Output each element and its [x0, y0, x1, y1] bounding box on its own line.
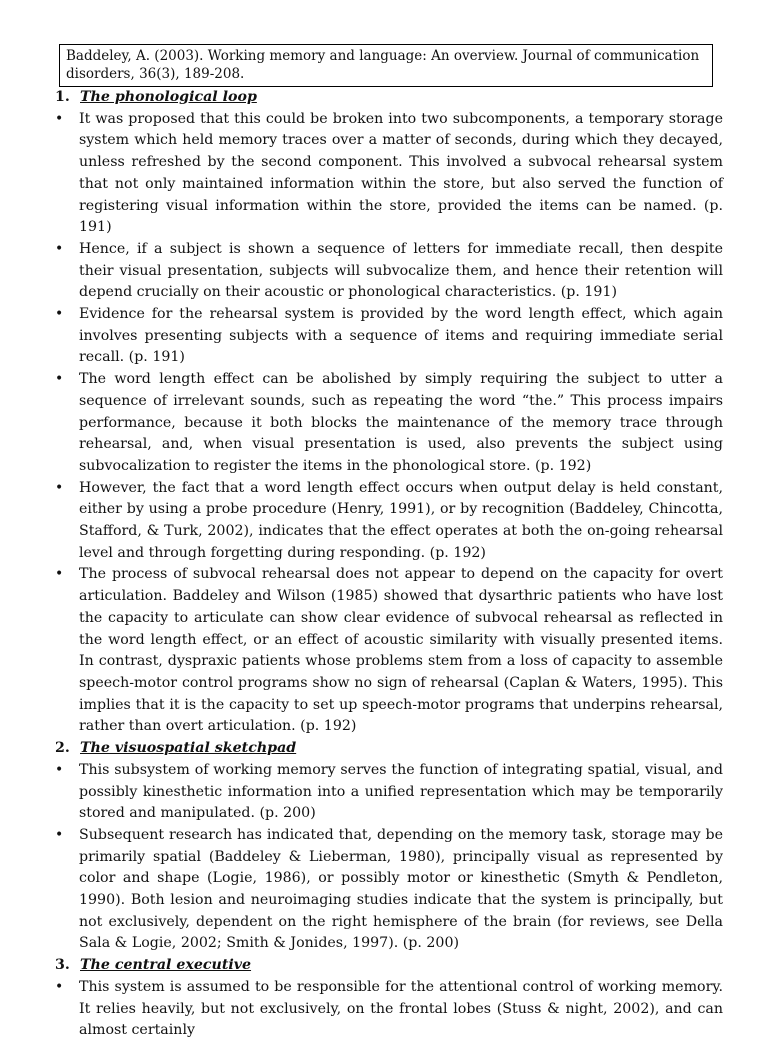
citation-box: Baddeley, A. (2003). Working memory and language: An overview. Journal of communication disorders, 36(3), 189-208. [59, 44, 713, 87]
section-heading-phonological-loop [55, 87, 723, 109]
bullet-item: • However, the fact that a word length effect occurs when output delay is held constant, either by using a probe procedure (Henry, 1991), or by recognition (Baddeley, Chincotta, Stafford, & Turk, 2002), indicates that the effect operates at both the on-going rehearsal level and through forgetting during responding. (p. 192) [55, 478, 723, 565]
bullet-item: • Hence, if a subject is shown a sequence of letters for immediate recall, then despite their visual presentation, subjects will subvocalize them, and hence their retention will depend crucially on their acoustic or phonological characteristics. (p. 191) [55, 239, 723, 304]
section-title: The central executive [80, 957, 252, 974]
bullet-icon: • [55, 110, 64, 127]
section-number: 3. [55, 957, 70, 974]
bullet-item: • The process of subvocal rehearsal does not appear to depend on the capacity for overt articulation. Baddeley and Wilson (1985) showed that dysarthric patients who have lost the capacity to articulate can show clear evidence of subvocal rehearsal as reflected in the word length effect, or an effect of acoustic similarity with visually presented items. In contrast, dyspraxic patients whose problems stem from a loss of capacity to assemble speech-motor control programs show no sign of rehearsal (Caplan & Waters, 1995). This implies that it is the capacity to set up speech-motor programs that underpins rehearsal, rather than overt articulation. (p. 192) [55, 564, 723, 738]
section-heading-central-executive [55, 955, 723, 977]
bullet-item: • It was proposed that this could be broken into two subcomponents, a temporary storage system which held memory traces over a matter of seconds, during which they decayed, unless refreshed by the second component. This involved a subvocal rehearsal system that not only maintained information within the store, but also served the function of registering visual information within the store, provided the items can be named. (p. 191) [55, 109, 723, 239]
bullet-item: • Evidence for the rehearsal system is provided by the word length effect, which again involves presenting subjects with a sequence of items and requiring immediate serial recall. (p. 191) [55, 304, 723, 369]
bullet-icon: • [55, 566, 64, 583]
bullet-icon: • [55, 240, 64, 257]
bullet-item: • Subsequent research has indicated that, depending on the memory task, storage may be primarily spatial (Baddeley & Lieberman, 1980), principally visual as represented by color and shape (Logie, 1986), or possibly motor or kinesthetic (Smyth & Pendleton, 1990). Both lesion and neuroimaging studies indicate that the system is principally, but not exclusively, dependent on the right hemisphere of the brain (for reviews, see Della Sala & Logie, 2002; Smith & Jonides, 1997). (p. 200) [55, 825, 723, 955]
section-number: 2. [55, 740, 70, 757]
document-page [55, 44, 723, 1042]
bullet-icon: • [55, 371, 64, 388]
bullet-icon: • [55, 479, 64, 496]
section-title: The visuospatial sketchpad [80, 740, 297, 757]
bullet-item: • This system is assumed to be responsible for the attentional control of working memory. It relies heavily, but not exclusively, on the frontal lobes (Stuss & night, 2002), and can almost certainly [55, 977, 723, 1042]
bullet-icon: • [55, 306, 64, 323]
bullet-icon: • [55, 761, 64, 778]
bullet-item: • The word length effect can be abolished by simply requiring the subject to utter a sequence of irrelevant sounds, such as repeating the word “the.” This process impairs performance, because it both blocks the maintenance of the memory trace through rehearsal, and, when visual presentation is used, also prevents the subject using subvocalization to register the items in the phonological store. (p. 192) [55, 369, 723, 478]
bullet-icon: • [55, 978, 64, 995]
section-title: The phonological loop [80, 89, 257, 105]
bullet-item: • This subsystem of working memory serves the function of integrating spatial, visual, and possibly kinesthetic information into a unified representation which may be temporarily stored and manipulated. (p. 200) [55, 760, 723, 825]
bullet-icon: • [55, 826, 64, 843]
section-number: 1. [55, 89, 70, 105]
section-heading-visuospatial-sketchpad [55, 738, 723, 760]
